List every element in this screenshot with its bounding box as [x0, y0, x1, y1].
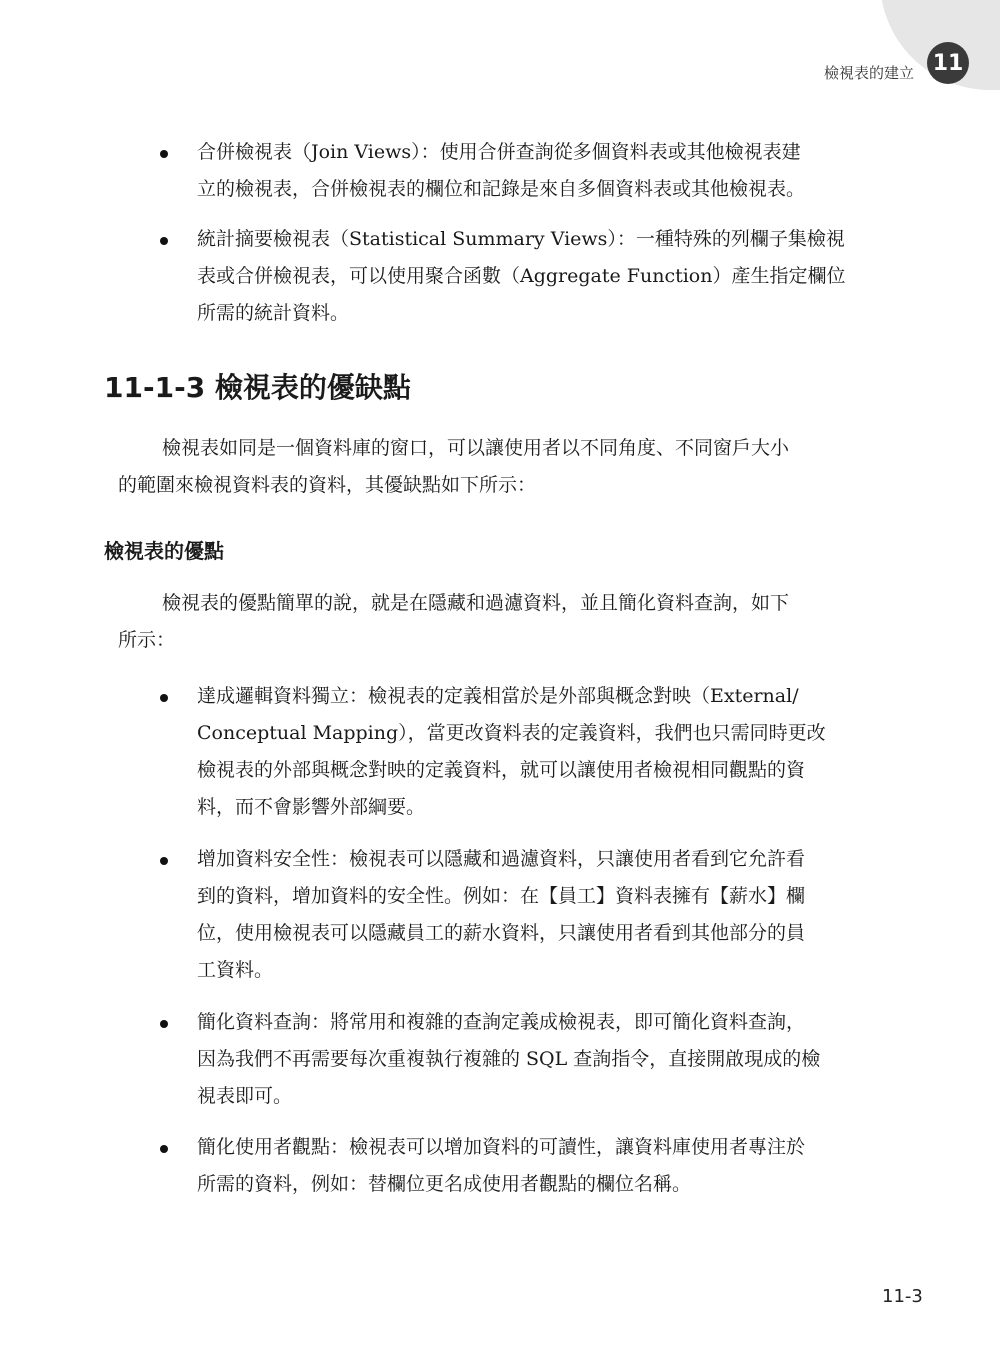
section-intro-paragraph [118, 430, 918, 504]
bullet-statistical-summary-views [197, 221, 912, 332]
bullet-icon [160, 857, 168, 865]
text-line: 立的檢視表，合併檢視表的欄位和記錄是來自多個資料表或其他檢視表。 [197, 178, 806, 200]
text-line: 的範圍來檢視資料表的資料，其優缺點如下所示： [118, 474, 537, 496]
text-line: 所需的統計資料。 [197, 302, 350, 324]
text-line: 簡化資料查詢：將常用和複雜的查詢定義成檢視表，即可簡化資料查詢， [197, 1011, 806, 1033]
text-line: Conceptual Mapping），當更改資料表的定義資料，我們也只需同時更改 [197, 722, 826, 744]
text-line: 到的資料，增加資料的安全性。例如：在【員工】資料表擁有【薪水】欄 [197, 885, 806, 907]
bullet-simplify-query [197, 1004, 912, 1115]
text-line: 因為我們不再需要每次重複執行複雜的 SQL 查詢指令，直接開啟現成的檢 [197, 1048, 821, 1070]
text-line: 檢視表如同是一個資料庫的窗口，可以讓使用者以不同角度、不同窗戶大小 [162, 437, 790, 459]
bullet-icon [160, 1020, 168, 1028]
text-line: 視表即可。 [197, 1085, 293, 1107]
text-line: 檢視表的優點簡單的說，就是在隱藏和過濾資料，並且簡化資料查詢，如下 [162, 592, 790, 614]
text-line: 統計摘要檢視表（Statistical Summary Views）：一種特殊的列欄子集檢視 [197, 228, 845, 250]
text-line: 所需的資料，例如：替欄位更名成使用者觀點的欄位名稱。 [197, 1173, 692, 1195]
text-line: 所示： [118, 629, 176, 651]
advantages-intro-paragraph [118, 585, 918, 659]
section-heading: 11-1-3 檢視表的優缺點 [104, 371, 411, 404]
text-line: 達成邏輯資料獨立：檢視表的定義相當於是外部與概念對映（External/ [197, 685, 799, 707]
subsection-heading-advantages: 檢視表的優點 [104, 539, 224, 563]
text-line: 簡化使用者觀點：檢視表可以增加資料的可讀性，讓資料庫使用者專注於 [197, 1136, 806, 1158]
page-number: 11-3 [882, 1286, 923, 1307]
bullet-join-views [197, 134, 912, 208]
text-line: 料，而不會影響外部綱要。 [197, 796, 426, 818]
text-line: 工資料。 [197, 959, 274, 981]
bullet-icon [160, 694, 168, 702]
bullet-data-security [197, 841, 912, 989]
bullet-logical-data-independence [197, 678, 912, 826]
running-header-title: 檢視表的建立 [823, 64, 914, 82]
bullet-icon [160, 237, 168, 245]
bullet-icon [160, 1145, 168, 1153]
text-line: 表或合併檢視表，可以使用聚合函數（Aggregate Function）產生指定欄位 [197, 265, 846, 287]
text-line: 檢視表的外部與概念對映的定義資料，就可以讓使用者檢視相同觀點的資 [197, 759, 806, 781]
bullet-icon [160, 150, 168, 158]
bullet-simplify-user-view [197, 1129, 912, 1203]
text-line: 位，使用檢視表可以隱藏員工的薪水資料，只讓使用者看到其他部分的員 [197, 922, 806, 944]
text-line: 增加資料安全性：檢視表可以隱藏和過濾資料，只讓使用者看到它允許看 [197, 848, 806, 870]
chapter-number-badge: 11 [927, 42, 969, 84]
text-line: 合併檢視表（Join Views）：使用合併查詢從多個資料表或其他檢視表建 [197, 141, 801, 163]
